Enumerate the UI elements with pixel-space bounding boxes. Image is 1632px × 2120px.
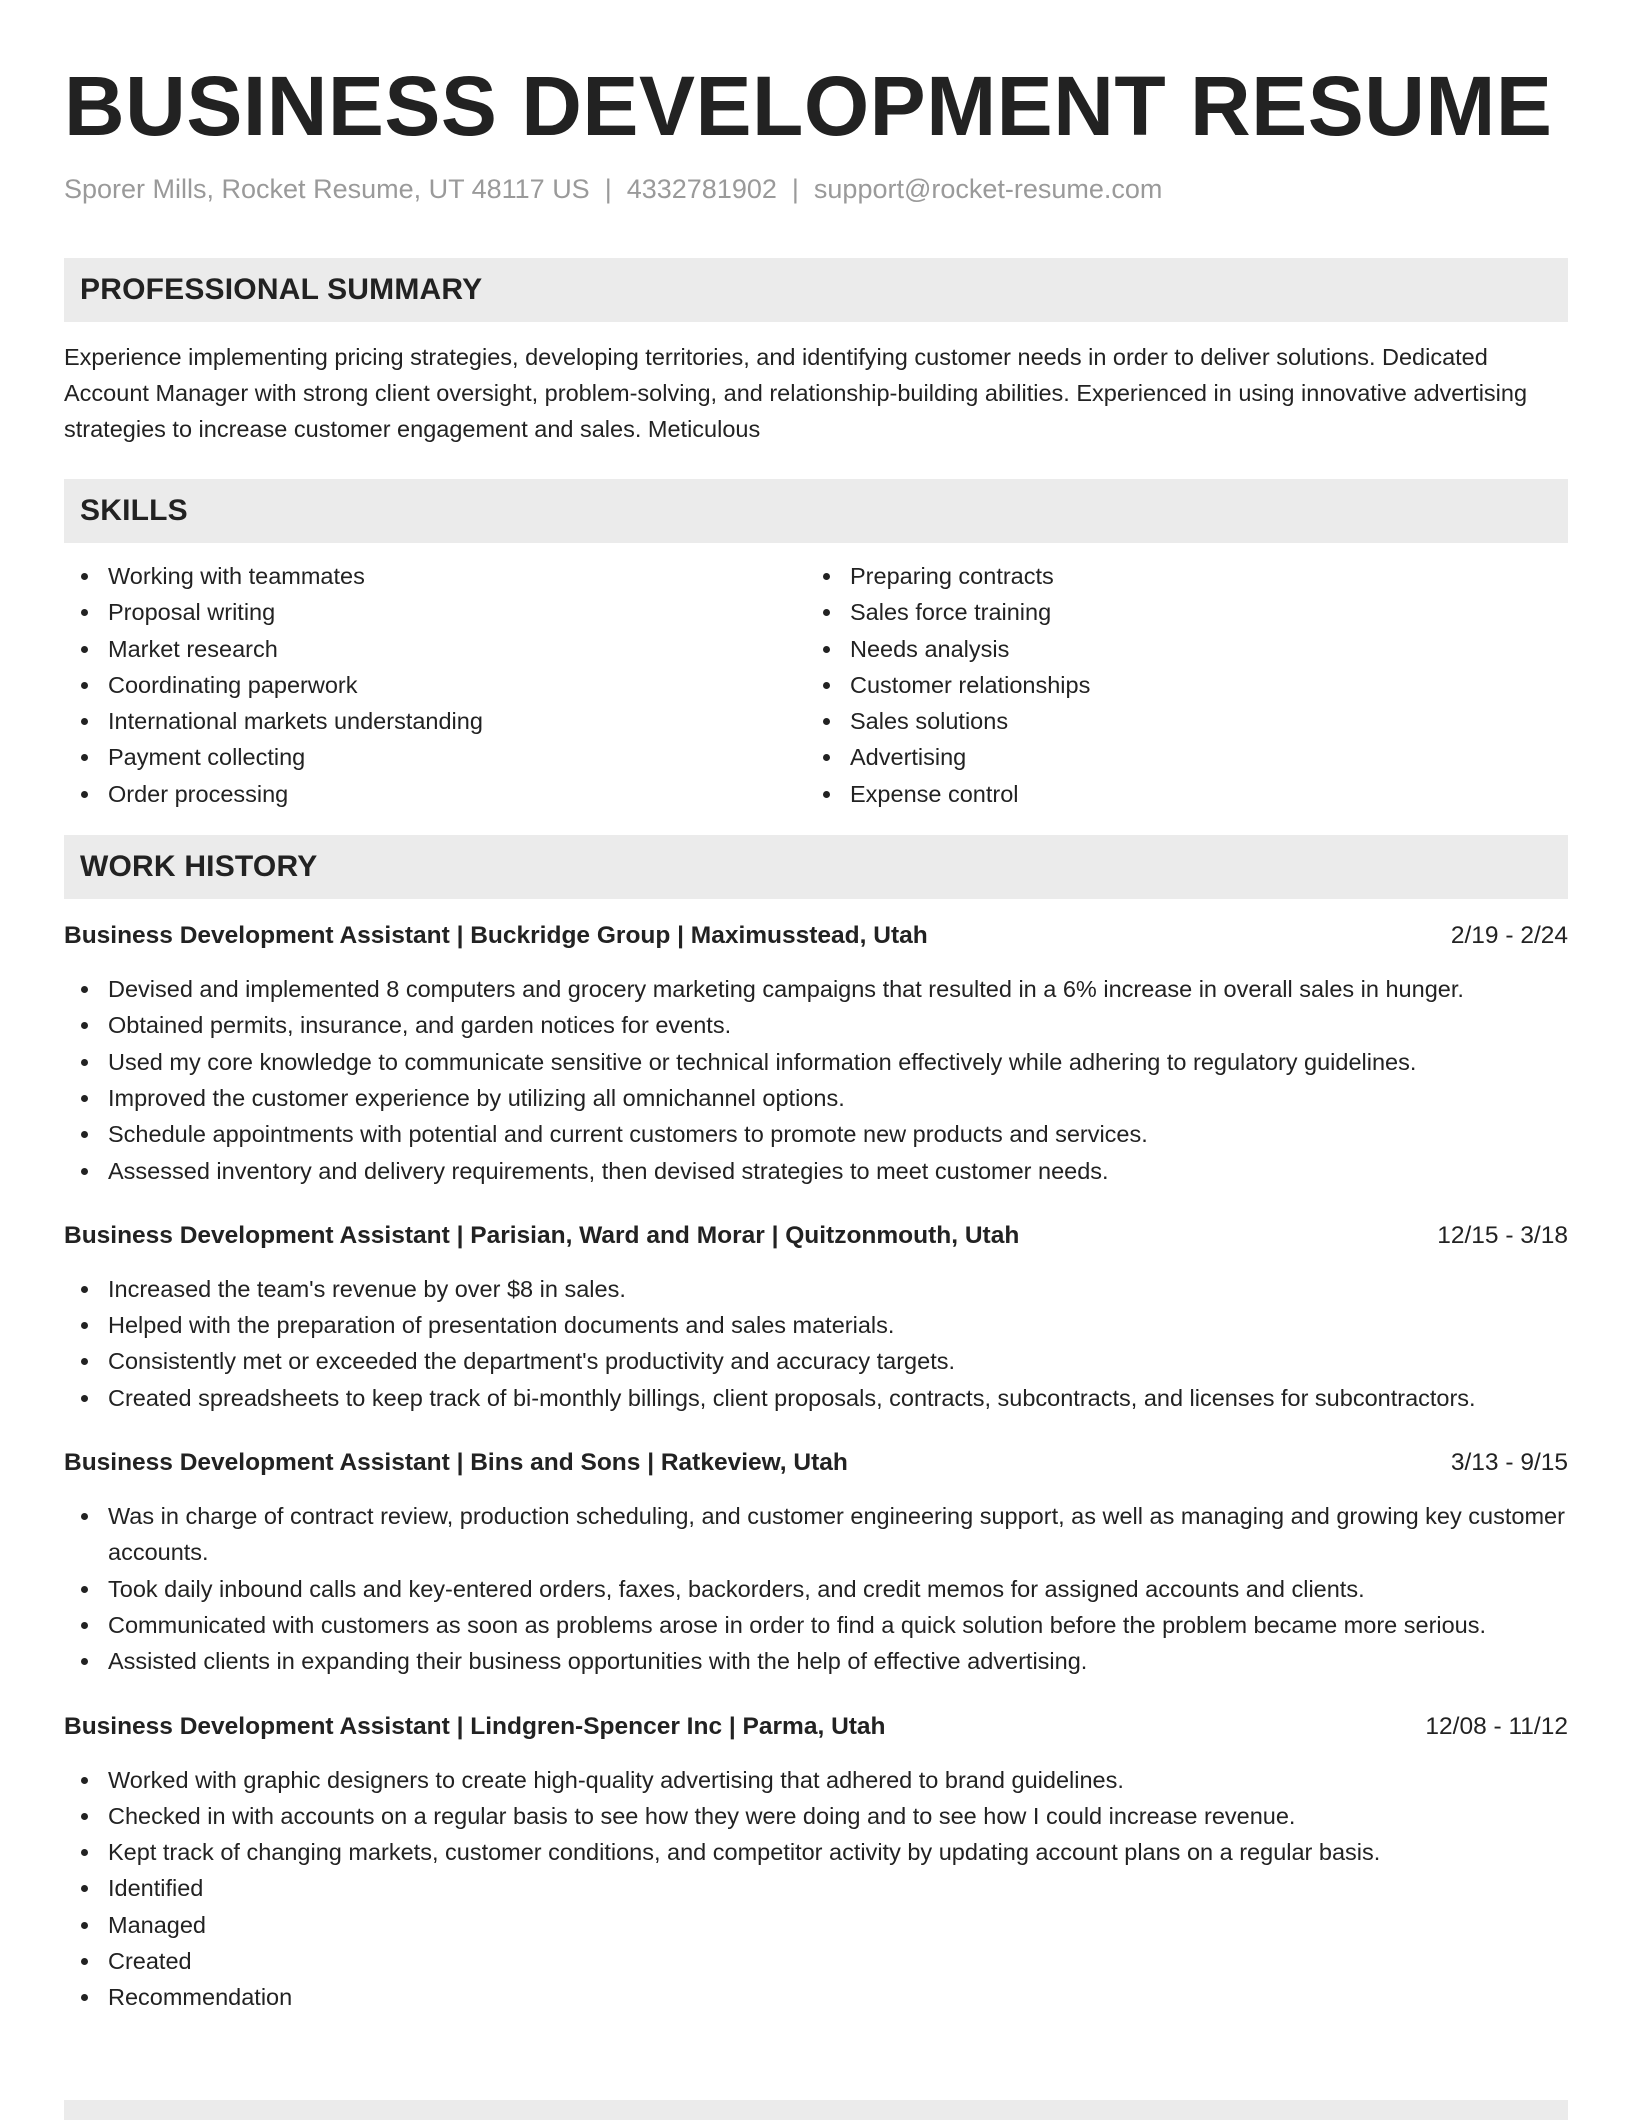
contact-phone: 4332781902 bbox=[626, 174, 777, 204]
job-bullet: Recommendation bbox=[64, 1979, 1568, 2015]
job-bullet: Assessed inventory and delivery requirements, then devised strategies to meet customer needs. bbox=[64, 1153, 1568, 1189]
skill-item: Order processing bbox=[64, 776, 806, 812]
resume-page bbox=[64, 0, 1568, 2016]
job-header bbox=[64, 919, 1568, 953]
resume-title: BUSINESS DEVELOPMENT RESUME bbox=[64, 59, 1553, 153]
job-entry bbox=[64, 919, 1568, 1189]
skills-column-left bbox=[64, 558, 806, 812]
job-bullet: Schedule appointments with potential and current customers to promote new products and services. bbox=[64, 1116, 1568, 1152]
job-bullet: Consistently met or exceeded the department's productivity and accuracy targets. bbox=[64, 1343, 1568, 1379]
job-bullets bbox=[64, 971, 1568, 1189]
job-bullets bbox=[64, 1271, 1568, 1416]
job-bullet: Identified bbox=[64, 1870, 1568, 1906]
job-bullet: Worked with graphic designers to create high-quality advertising that adhered to brand guidelines. bbox=[64, 1762, 1568, 1798]
job-bullet: Increased the team's revenue by over $8 in sales. bbox=[64, 1271, 1568, 1307]
job-bullet: Communicated with customers as soon as problems arose in order to find a quick solution before the problem became more serious. bbox=[64, 1607, 1568, 1643]
job-title: Business Development Assistant | Bins and Sons | Ratkeview, Utah bbox=[64, 1449, 848, 1477]
job-bullet: Assisted clients in expanding their business opportunities with the help of effective advertising. bbox=[64, 1643, 1568, 1679]
contact-separator: | bbox=[791, 174, 799, 204]
job-bullet: Checked in with accounts on a regular basis to see how they were doing and to see how I could increase revenue. bbox=[64, 1798, 1568, 1834]
job-bullet: Was in charge of contract review, production scheduling, and customer engineering support, as well as managing and growing key customer accounts. bbox=[64, 1498, 1568, 1571]
job-title: Business Development Assistant | Buckridge Group | Maximusstead, Utah bbox=[64, 922, 928, 950]
job-entry bbox=[64, 1219, 1568, 1416]
skill-item: Proposal writing bbox=[64, 594, 806, 630]
skill-item: Sales force training bbox=[806, 594, 1548, 630]
skill-item: Customer relationships bbox=[806, 667, 1548, 703]
contact-separator: | bbox=[604, 174, 612, 204]
section-header-skills bbox=[64, 479, 1568, 543]
section-header-work-history bbox=[64, 835, 1568, 899]
job-dates: 12/15 - 3/18 bbox=[1437, 1221, 1568, 1249]
job-dates: 12/08 - 11/12 bbox=[1425, 1712, 1568, 1740]
job-bullet: Devised and implemented 8 computers and grocery marketing campaigns that resulted in a 6% increase in overall sales in hunger. bbox=[64, 971, 1568, 1007]
job-title: Business Development Assistant | Lindgren-Spencer Inc | Parma, Utah bbox=[64, 1712, 886, 1740]
job-bullet: Created spreadsheets to keep track of bi-monthly billings, client proposals, contracts, subcontracts, and licenses for subcontractors. bbox=[64, 1380, 1568, 1416]
skill-item: Advertising bbox=[806, 739, 1548, 775]
job-bullet: Managed bbox=[64, 1907, 1568, 1943]
section-title-summary: PROFESSIONAL SUMMARY bbox=[80, 273, 483, 306]
skill-item: Needs analysis bbox=[806, 631, 1548, 667]
next-section-header bbox=[64, 2100, 1568, 2120]
job-bullets bbox=[64, 1498, 1568, 1679]
job-bullet: Kept track of changing markets, customer conditions, and competitor activity by updating account plans on a regular basis. bbox=[64, 1834, 1568, 1870]
skill-item: Coordinating paperwork bbox=[64, 667, 806, 703]
section-header-summary bbox=[64, 258, 1568, 322]
job-dates: 3/13 - 9/15 bbox=[1450, 1449, 1568, 1477]
contact-email: support@rocket-resume.com bbox=[813, 174, 1163, 204]
job-bullet: Obtained permits, insurance, and garden notices for events. bbox=[64, 1007, 1568, 1043]
job-bullet: Used my core knowledge to communicate sensitive or technical information effectively while adhering to regulatory guidelines. bbox=[64, 1044, 1568, 1080]
job-bullet: Improved the customer experience by utilizing all omnichannel options. bbox=[64, 1080, 1568, 1116]
job-bullet: Created bbox=[64, 1943, 1568, 1979]
job-header bbox=[64, 1219, 1568, 1253]
job-bullets bbox=[64, 1762, 1568, 2016]
skills-column-right bbox=[806, 558, 1548, 812]
skill-item: International markets understanding bbox=[64, 703, 806, 739]
job-dates: 2/19 - 2/24 bbox=[1450, 922, 1568, 950]
job-bullet: Helped with the preparation of presentation documents and sales materials. bbox=[64, 1307, 1568, 1343]
skills-grid bbox=[64, 558, 1568, 812]
section-title-work-history: WORK HISTORY bbox=[80, 850, 318, 884]
job-header bbox=[64, 1710, 1568, 1744]
contact-address: Sporer Mills, Rocket Resume, UT 48117 US bbox=[64, 174, 590, 204]
skill-item: Sales solutions bbox=[806, 703, 1548, 739]
job-header bbox=[64, 1446, 1568, 1480]
job-title: Business Development Assistant | Parisian, Ward and Morar | Quitzonmouth, Utah bbox=[64, 1221, 1020, 1249]
skill-item: Working with teammates bbox=[64, 558, 806, 594]
summary-text: Experience implementing pricing strategies, developing territories, and identifying customer needs in order to deliver solutions. Dedicated Account Manager with strong client oversight, problem-solving, and relationship-building abilities. Experienced in using innovative advertising strategies to increase customer engagement and sales. Meticulous bbox=[64, 344, 1528, 442]
section-title-skills: SKILLS bbox=[80, 494, 188, 527]
skill-item: Expense control bbox=[806, 776, 1548, 812]
job-entry bbox=[64, 1710, 1568, 2016]
skill-item: Preparing contracts bbox=[806, 558, 1548, 594]
job-entry bbox=[64, 1446, 1568, 1679]
skill-item: Market research bbox=[64, 631, 806, 667]
job-bullet: Took daily inbound calls and key-entered orders, faxes, backorders, and credit memos for assigned accounts and clients. bbox=[64, 1571, 1568, 1607]
contact-line bbox=[64, 172, 1568, 206]
skill-item: Payment collecting bbox=[64, 739, 806, 775]
